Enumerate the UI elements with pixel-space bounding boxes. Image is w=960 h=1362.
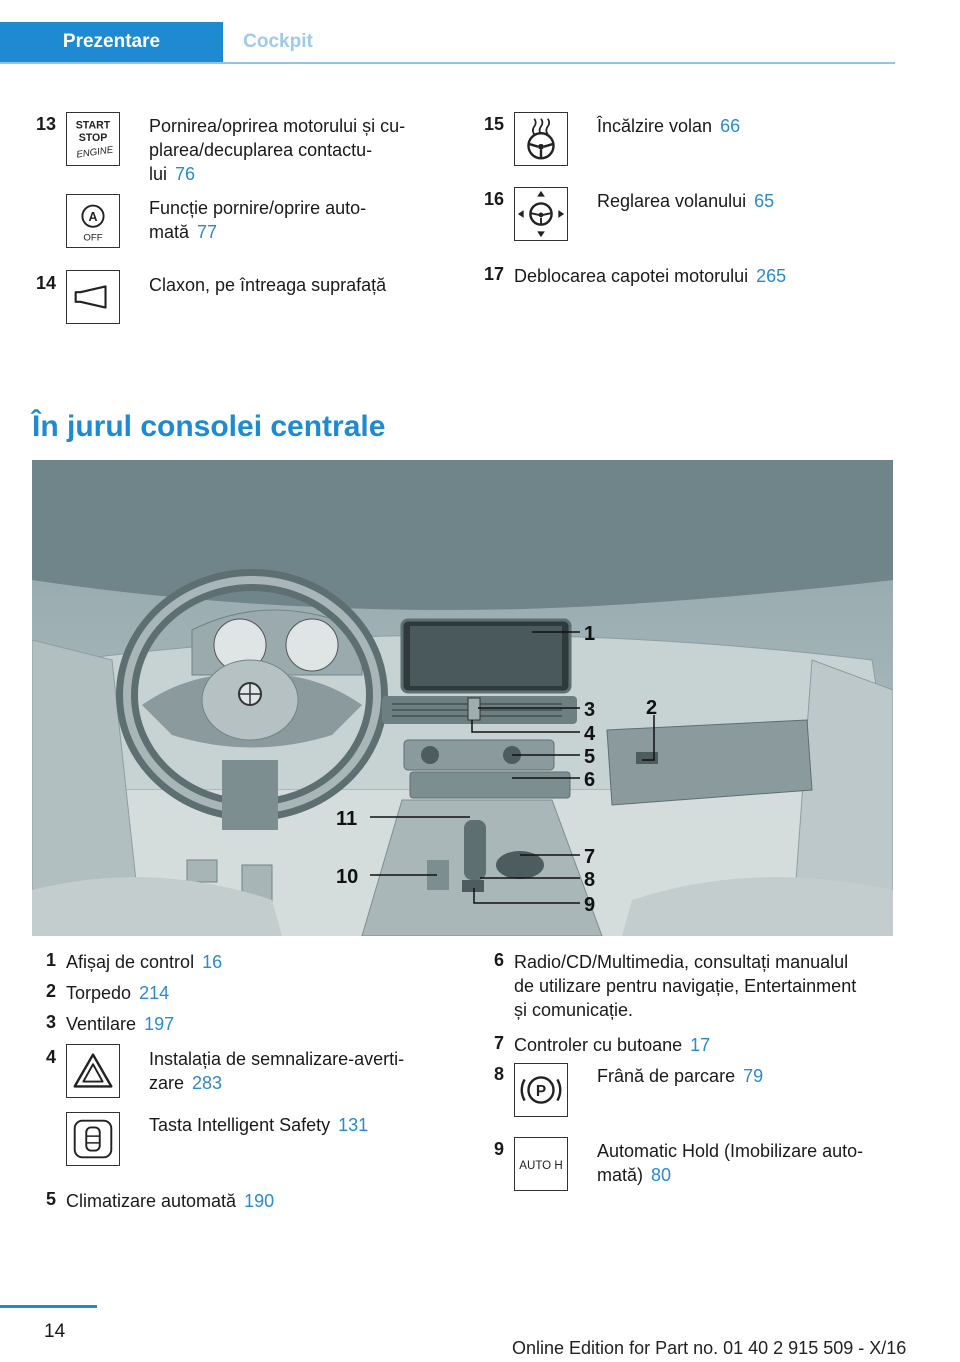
item-b2-number: 2	[45, 981, 56, 1001]
item-b3-page-ref[interactable]: 197	[144, 1014, 175, 1034]
item-b9-text: Automatic Hold (Imobilizare auto- mată) 80	[597, 1141, 864, 1185]
item-b5-number: 5	[45, 1189, 56, 1209]
item-17-text: Deblocarea capotei motorului 265	[514, 266, 787, 286]
callout-7: 7	[584, 846, 596, 868]
item-b8-text: Frână de parcare 79	[597, 1066, 764, 1086]
item-b3-number: 3	[45, 1012, 56, 1032]
section-title: În jurul consolei centrale	[32, 410, 386, 443]
item-b4-text: Instalația de semnalizare-averti- zare 283	[149, 1049, 405, 1093]
item-15-page-ref[interactable]: 66	[720, 116, 741, 136]
steering-wheel-adjust-icon	[514, 187, 568, 241]
item-16-number: 16	[483, 189, 504, 209]
hazard-warning-icon	[66, 1044, 120, 1098]
item-b1-page-ref[interactable]: 16	[202, 952, 223, 972]
item-b2-text: Torpedo 214	[66, 983, 170, 1003]
item-b4b-text: Tasta Intelligent Safety 131	[149, 1115, 369, 1135]
svg-text:STOP: STOP	[78, 131, 108, 144]
intelligent-safety-icon	[66, 1112, 120, 1166]
callout-3: 3	[584, 699, 596, 721]
auto-start-stop-off-icon	[66, 194, 120, 248]
item-13-text: Pornirea/oprirea motorului și cu- plarea/decuplarea contactu- lui 76	[149, 116, 406, 184]
item-13-page-ref[interactable]: 76	[175, 164, 196, 184]
auto-hold-icon	[514, 1137, 568, 1191]
callout-8: 8	[584, 869, 596, 891]
item-17-number: 17	[483, 264, 504, 284]
svg-text:P: P	[535, 1082, 547, 1100]
item-b7-number: 7	[493, 1033, 504, 1053]
item-b3-text: Ventilare 197	[66, 1014, 175, 1034]
item-b7-text: Controler cu butoane 17	[514, 1035, 711, 1055]
item-b5-page-ref[interactable]: 190	[244, 1191, 275, 1211]
item-b4-page-ref[interactable]: 283	[192, 1073, 223, 1093]
item-14-number: 14	[35, 273, 56, 293]
item-14-text: Claxon, pe întreaga suprafață	[149, 275, 387, 295]
item-b4-number: 4	[45, 1047, 56, 1067]
item-15-text: Încălzire volan 66	[597, 116, 741, 136]
item-b1-number: 1	[45, 950, 56, 970]
steering-wheel-heating-icon	[514, 112, 568, 166]
callout-4: 4	[584, 723, 596, 745]
item-b8-number: 8	[493, 1064, 504, 1084]
footer-accent-line	[0, 1305, 97, 1308]
item-b2-page-ref[interactable]: 214	[139, 983, 170, 1003]
parking-brake-icon	[514, 1063, 568, 1117]
start-stop-engine-icon	[66, 112, 120, 166]
item-13b-text: Funcție pornire/oprire auto- mată 77	[149, 198, 367, 242]
svg-text:START: START	[75, 119, 111, 132]
callout-2: 2	[646, 697, 658, 719]
item-17-page-ref[interactable]: 265	[756, 266, 787, 286]
item-b4b-page-ref[interactable]: 131	[338, 1115, 369, 1135]
item-b9-page-ref[interactable]: 80	[651, 1165, 672, 1185]
callout-10: 10	[336, 866, 359, 888]
cockpit-illustration	[32, 460, 893, 936]
item-b6-number: 6	[493, 950, 504, 970]
tab-prezentare[interactable]: Prezentare	[0, 22, 223, 62]
item-b7-page-ref[interactable]: 17	[690, 1035, 711, 1055]
page-number: 14	[44, 1321, 66, 1342]
item-16-page-ref[interactable]: 65	[754, 191, 775, 211]
item-b1-text: Afișaj de control 16	[66, 952, 223, 972]
horn-icon	[66, 270, 120, 324]
item-b5-text: Climatizare automată 190	[66, 1191, 275, 1211]
auto-hold-icon-label: AUTO H	[519, 1159, 563, 1172]
item-13-number: 13	[35, 114, 56, 134]
footer-edition: Online Edition for Part no. 01 40 2 915 509 - X/16	[512, 1338, 907, 1358]
svg-text:ENGINE: ENGINE	[75, 144, 114, 161]
item-b8-page-ref[interactable]: 79	[743, 1066, 764, 1086]
svg-text:A: A	[88, 210, 98, 224]
callout-6: 6	[584, 769, 596, 791]
callout-1: 1	[584, 623, 596, 645]
tab-cockpit[interactable]: Cockpit	[243, 31, 313, 52]
callout-11: 11	[336, 808, 358, 830]
svg-text:OFF: OFF	[83, 232, 103, 244]
item-16-text: Reglarea volanului 65	[597, 191, 775, 211]
item-b9-number: 9	[493, 1139, 504, 1159]
callout-9: 9	[584, 894, 596, 916]
item-b6-text: Radio/CD/Multimedia, consultați manualul de utilizare pentru navigație, Entertainment și comunicație.	[514, 952, 857, 1020]
chapter-tabs	[0, 22, 895, 64]
item-15-number: 15	[483, 114, 504, 134]
callout-5: 5	[584, 746, 596, 768]
item-13b-page-ref[interactable]: 77	[197, 222, 218, 242]
